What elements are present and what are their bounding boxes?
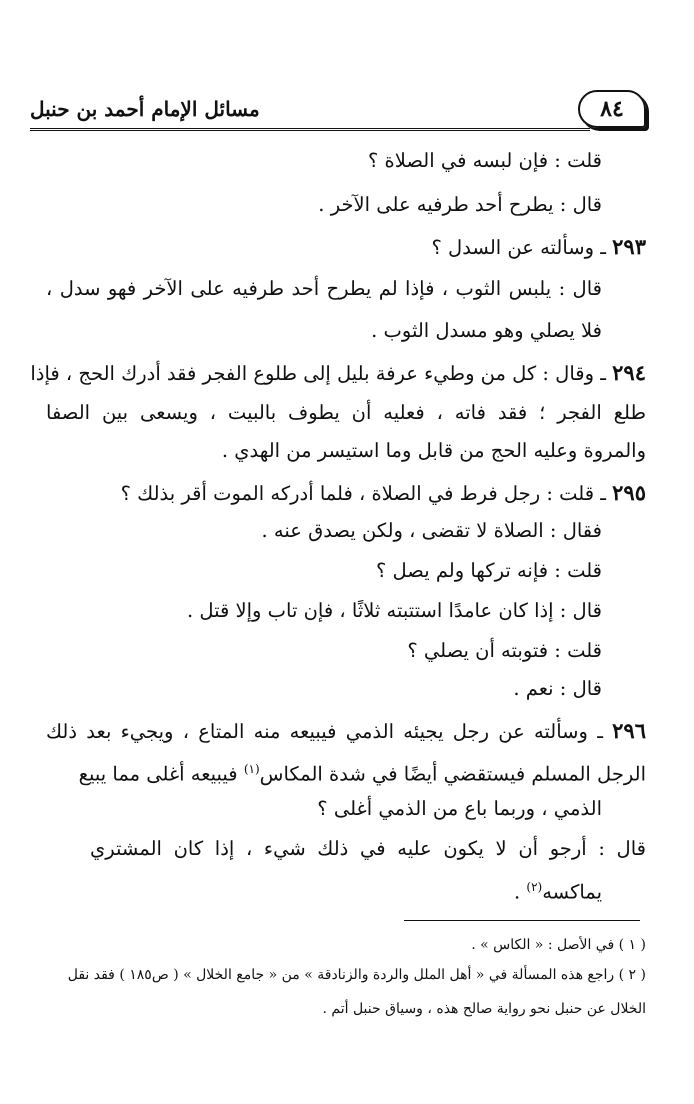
text-line-11: قلت : فإنه تركها ولم يصل ؟ xyxy=(375,559,602,582)
question-294 xyxy=(30,354,646,392)
text-line-7: طلع الفجر ؛ فقد فاته ، فعليه أن يطوف بالبيت ، ويسعى بين الصفا xyxy=(46,401,646,424)
question-text: ـ وقال : كل من وطيء عرفة بليل إلى طلوع الفجر فقد أدرك الحج ، فإذا xyxy=(30,362,613,385)
text-line-19 xyxy=(46,868,602,906)
text-line-5: فلا يصلي وهو مسدل الثوب . xyxy=(371,319,602,342)
question-293 xyxy=(86,228,646,266)
text-line-16 xyxy=(78,750,646,788)
text-line-17: الذمي ، وربما باع من الذمي أغلى ؟ xyxy=(317,797,602,820)
text-segment: . xyxy=(513,880,527,904)
question-text: ـ وسألته عن رجل يجيئه الذمي فيبيعه منه المتاع ، ويجيء بعد ذلك xyxy=(46,720,613,743)
header-rule xyxy=(30,128,590,131)
text-segment: يماكسه xyxy=(542,880,602,904)
page-header xyxy=(30,88,646,132)
text-line-13: قلت : فتوبته أن يصلي ؟ xyxy=(407,639,602,662)
footnote-2-continued: الخلال عن حنبل نحو رواية صالح هذه ، وسياق حنبل أتم . xyxy=(322,1001,646,1017)
text-line-8: والمروة وعليه الحج من قابل وما استيسر من الهدي . xyxy=(221,439,646,462)
footnote-2: ( ٢ ) راجع هذه المسألة في « أهل الملل والردة والزنادقة » من « جامع الخلال » ( ص١٨٥ ) فقد نقل xyxy=(67,967,646,983)
question-number: ٢٩٤ xyxy=(612,360,646,385)
question-295 xyxy=(46,474,646,512)
page-number-badge: ٨٤ xyxy=(578,90,646,128)
text-segment: فيبيعه أغلى مما يبيع xyxy=(78,762,244,786)
running-title: مسائل الإمام أحمد بن حنبل xyxy=(30,97,260,121)
text-line-2: قال : يطرح أحد طرفيه على الآخر . xyxy=(318,193,602,216)
text-line-12: قال : إذا كان عامدًا استتبته ثلاثًا ، فإن تاب وإلا قتل . xyxy=(186,599,602,622)
text-line-14: قال : نعم . xyxy=(513,677,602,700)
question-text: ـ قلت : رجل فرط في الصلاة ، فلما أدركه الموت أقر بذلك ؟ xyxy=(120,482,613,505)
question-number: ٢٩٥ xyxy=(612,480,646,505)
question-number: ٢٩٣ xyxy=(612,234,646,259)
footnote-ref-2: (٢) xyxy=(526,880,543,894)
text-line-18: قال : أرجو أن لا يكون عليه في ذلك شيء ، إذا كان المشتري xyxy=(90,837,646,860)
question-number: ٢٩٦ xyxy=(612,718,646,743)
text-segment: الرجل المسلم فيستقضي أيضًا في شدة المكاس xyxy=(259,762,646,786)
footnote-1: ( ١ ) في الأصل : « الكاس » . xyxy=(471,937,646,953)
question-text: ـ وسألته عن السدل ؟ xyxy=(431,236,613,259)
text-line-1: قلت : فإن لبسه في الصلاة ؟ xyxy=(368,149,602,172)
footnote-separator xyxy=(404,920,640,921)
text-line-10: فقال : الصلاة لا تقضى ، ولكن يصدق عنه . xyxy=(261,519,602,542)
question-296 xyxy=(46,712,646,750)
footnote-ref-1: (١) xyxy=(243,762,260,776)
text-line-4: قال : يلبس الثوب ، فإذا لم يطرح أحد طرفيه على الآخر فهو سدل ، xyxy=(46,277,602,300)
